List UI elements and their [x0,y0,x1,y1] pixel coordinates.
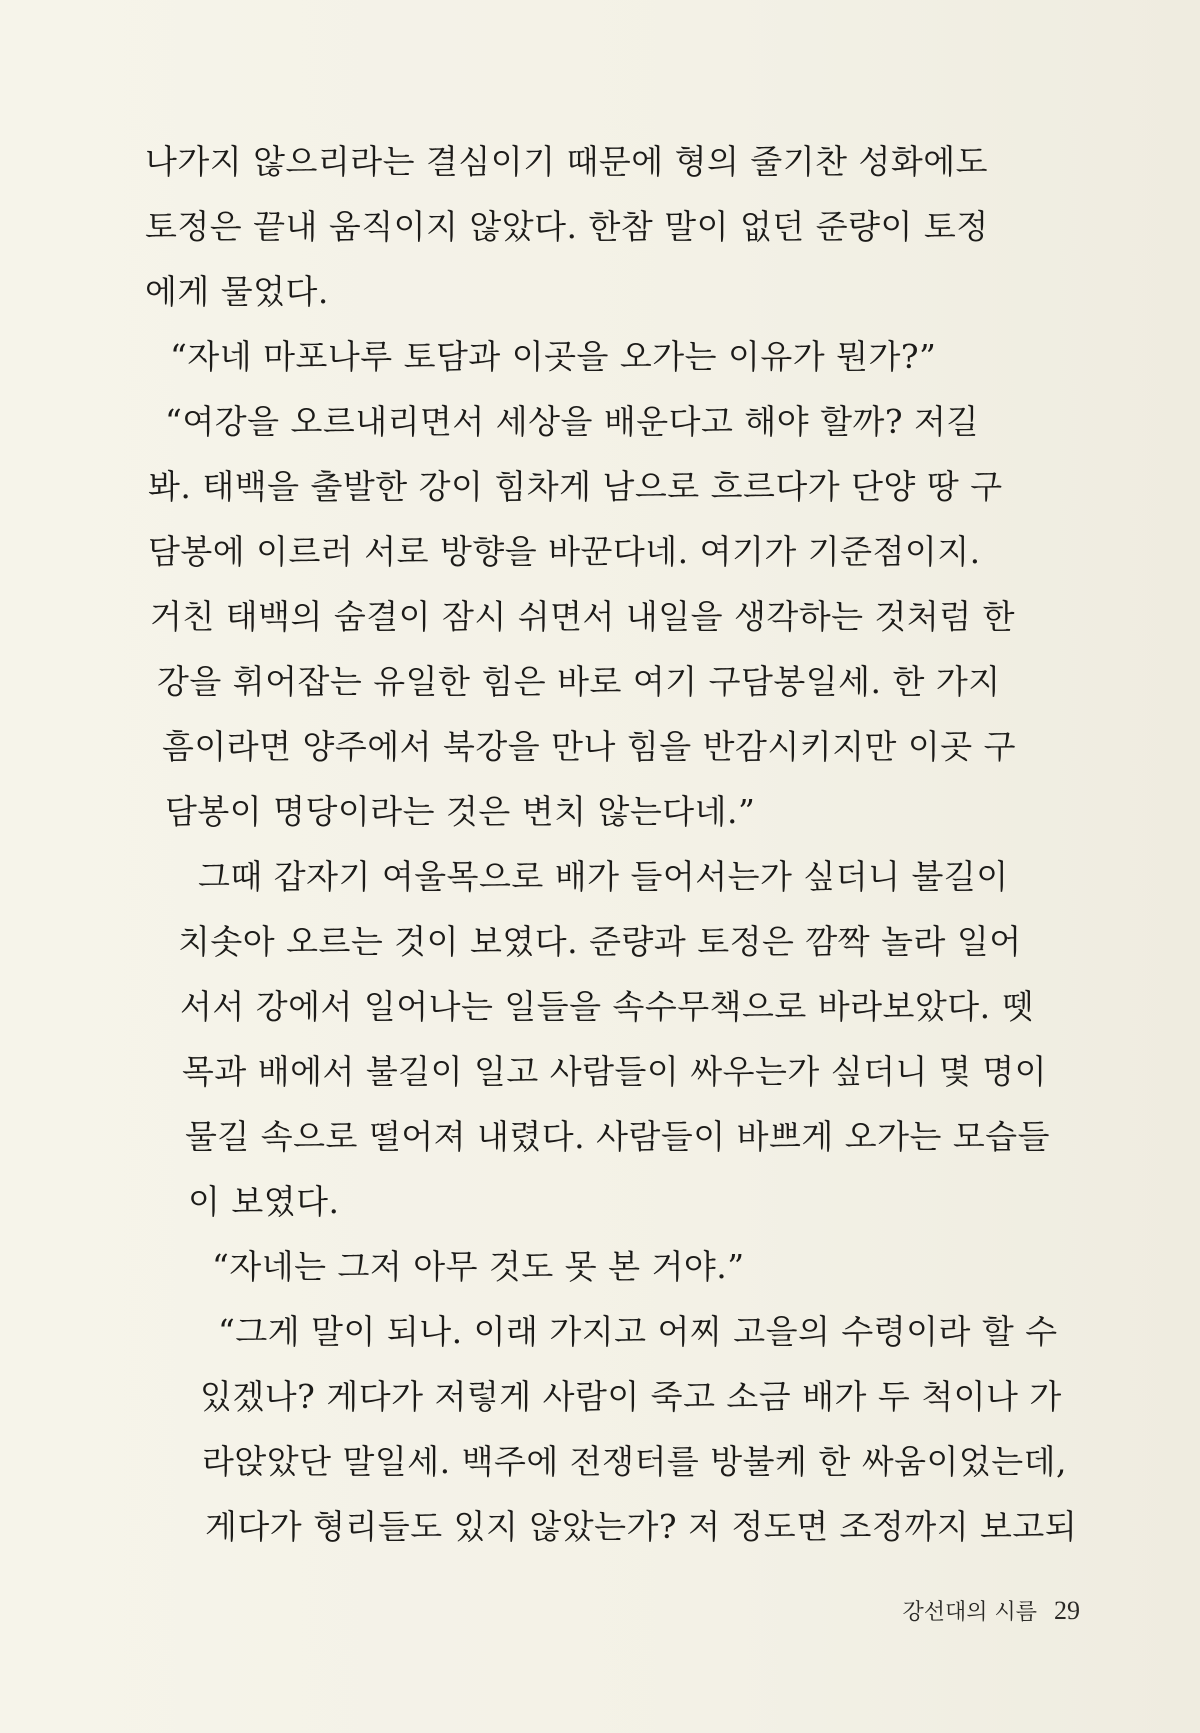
text-line: “그게 말이 되나. 이래 가지고 어찌 고을의 수령이라 할 수 [218,1312,1058,1351]
text-line: 담봉이 명당이라는 것은 변치 않는다네.” [165,792,756,831]
text-line: 치솟아 오르는 것이 보였다. 준량과 토정은 깜짝 놀라 일어 [178,922,1022,961]
text-line: 그때 갑자기 여울목으로 배가 들어서는가 싶더니 불길이 [198,857,1009,896]
text-line: “자네는 그저 아무 것도 못 본 거야.” [212,1247,745,1286]
page-footer [902,1595,1080,1626]
text-line: “여강을 오르내리면서 세상을 배운다고 해야 할까? 저길 [165,402,979,441]
text-line: 목과 배에서 불길이 일고 사람들이 싸우는가 싶더니 몇 명이 [182,1052,1047,1091]
text-line: 흠이라면 양주에서 북강을 만나 힘을 반감시키지만 이곳 구 [162,727,1016,766]
text-line: 담봉에 이르러 서로 방향을 바꾼다네. 여기가 기준점이지. [148,532,981,571]
text-line: 에게 물었다. [145,272,329,311]
text-line: 강을 휘어잡는 유일한 힘은 바로 여기 구담봉일세. 한 가지 [157,662,1001,701]
text-line: 나가지 않으리라는 결심이기 때문에 형의 줄기찬 성화에도 [145,142,989,181]
text-line: 게다가 형리들도 있지 않았는가? 저 정도면 조정까지 보고되 [205,1507,1078,1546]
text-line: 토정은 끝내 움직이지 않았다. 한참 말이 없던 준량이 토정 [145,207,989,246]
text-line: 이 보였다. [188,1182,340,1221]
text-line: 봐. 태백을 출발한 강이 힘차게 남으로 흐르다가 단양 땅 구 [148,467,1003,506]
text-line: “자네 마포나루 토담과 이곳을 오가는 이유가 뭔가?” [170,337,937,376]
page-number: 29 [1054,1596,1080,1625]
text-line: 라앉았단 말일세. 백주에 전쟁터를 방불케 한 싸움이었는데, [202,1442,1067,1481]
text-line: 있겠나? 게다가 저렇게 사람이 죽고 소금 배가 두 척이나 가 [200,1377,1062,1416]
text-line: 물길 속으로 떨어져 내렸다. 사람들이 바쁘게 오가는 모습들 [185,1117,1050,1156]
text-line: 서서 강에서 일어나는 일들을 속수무책으로 바라보았다. 뗏 [180,987,1034,1026]
text-line: 거친 태백의 숨결이 잠시 쉬면서 내일을 생각하는 것처럼 한 [150,597,1015,636]
running-title: 강선대의 시름 [902,1600,1037,1625]
